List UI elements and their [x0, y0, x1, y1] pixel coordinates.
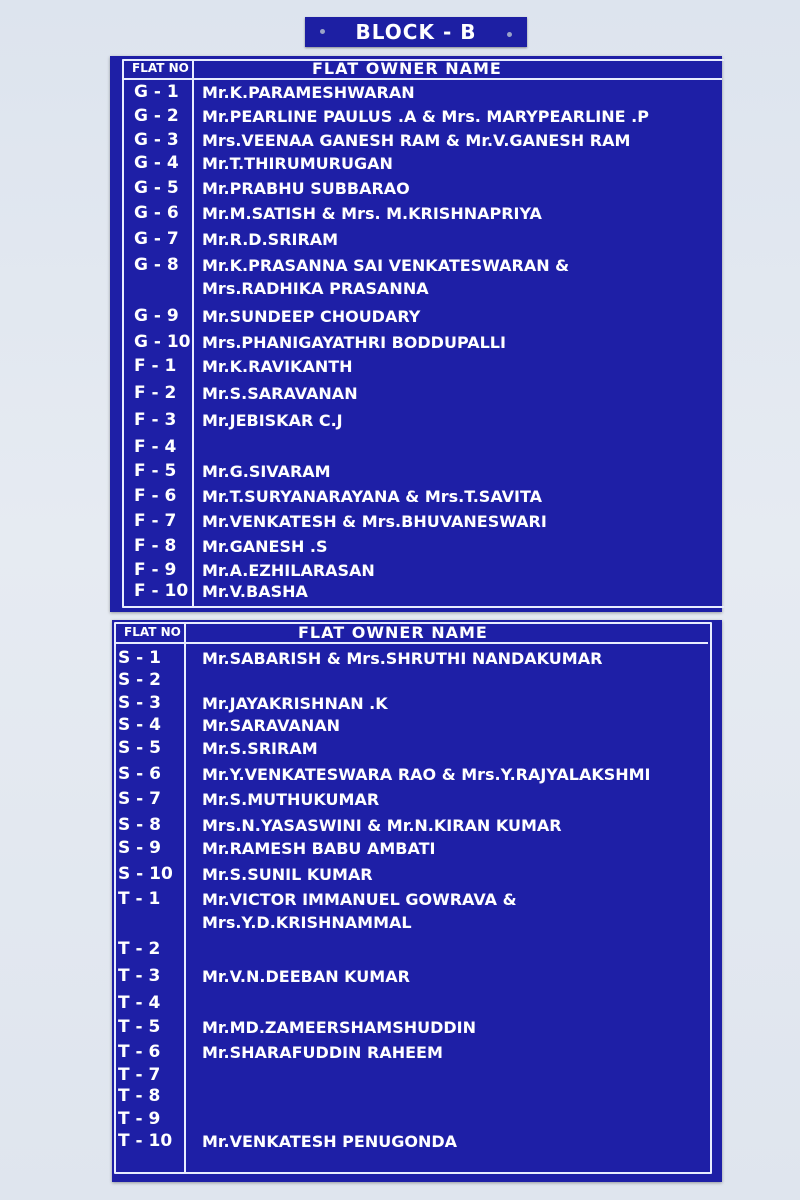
block-title-plate: [305, 17, 527, 47]
owner-name: Mr.GANESH .S: [202, 537, 328, 556]
owner-name: Mr.MD.ZAMEERSHAMSHUDDIN: [202, 1018, 477, 1037]
flat-number: S - 4: [118, 715, 161, 735]
owner-name: Mr.S.MUTHUKUMAR: [202, 790, 380, 809]
flat-number: F - 6: [134, 486, 177, 506]
screw-icon: [320, 29, 325, 34]
flat-number: F - 4: [134, 437, 177, 457]
flat-number: F - 8: [134, 536, 177, 556]
flat-number: S - 6: [118, 764, 161, 784]
flat-number: G - 3: [134, 130, 179, 150]
owner-name: Mr.G.SIVARAM: [202, 462, 331, 481]
flat-number: S - 8: [118, 815, 161, 835]
flat-number: T - 3: [118, 966, 161, 986]
header-owner-name: FLAT OWNER NAME: [298, 623, 488, 642]
owner-name-line2: Mrs.RADHIKA PRASANNA: [202, 279, 429, 298]
flat-number: G - 1: [134, 82, 179, 102]
owner-board-second-third: [112, 620, 722, 1182]
flat-number: T - 10: [118, 1131, 173, 1151]
flat-number: T - 5: [118, 1017, 161, 1037]
owner-list: [110, 56, 722, 612]
owner-name: Mr.VENKATESH PENUGONDA: [202, 1132, 458, 1151]
flat-number: G - 8: [134, 255, 179, 275]
owner-name: Mr.Y.VENKATESWARA RAO & Mrs.Y.RAJYALAKSHMI: [202, 765, 651, 784]
flat-number: G - 7: [134, 229, 179, 249]
owner-name: Mrs.PHANIGAYATHRI BODDUPALLI: [202, 333, 506, 352]
owner-name: Mr.VICTOR IMMANUEL GOWRAVA &: [202, 890, 517, 909]
flat-number: F - 5: [134, 461, 177, 481]
flat-number: T - 7: [118, 1065, 161, 1085]
owner-name: Mr.R.D.SRIRAM: [202, 230, 339, 249]
flat-number: F - 7: [134, 511, 177, 531]
owner-name: Mr.RAMESH BABU AMBATI: [202, 839, 436, 858]
flat-number: T - 2: [118, 939, 161, 959]
owner-name-line2: Mrs.Y.D.KRISHNAMMAL: [202, 913, 412, 932]
flat-number: T - 4: [118, 993, 161, 1013]
owner-name: Mr.K.PARAMESHWARAN: [202, 83, 415, 102]
owner-name: Mr.T.THIRUMURUGAN: [202, 154, 393, 173]
block-title: BLOCK - B: [355, 20, 477, 44]
owner-name: Mr.VENKATESH & Mrs.BHUVANESWARI: [202, 512, 547, 531]
flat-number: F - 3: [134, 410, 177, 430]
flat-number: F - 2: [134, 383, 177, 403]
flat-number: G - 2: [134, 106, 179, 126]
flat-number: G - 4: [134, 153, 179, 173]
flat-number: T - 1: [118, 889, 161, 909]
owner-name: Mr.A.EZHILARASAN: [202, 561, 375, 580]
flat-number: S - 1: [118, 648, 161, 668]
flat-number: G - 10: [134, 332, 191, 352]
flat-number: F - 9: [134, 560, 177, 580]
header-owner-name: FLAT OWNER NAME: [312, 59, 502, 78]
header-flat-no: FLAT NO: [132, 61, 189, 75]
owner-name: Mr.T.SURYANARAYANA & Mrs.T.SAVITA: [202, 487, 543, 506]
flat-number: S - 7: [118, 789, 161, 809]
flat-number: S - 2: [118, 670, 161, 690]
owner-name: Mr.SARAVANAN: [202, 716, 340, 735]
owner-name: Mr.K.PRASANNA SAI VENKATESWARAN &: [202, 256, 570, 275]
owner-board-ground-first: [110, 56, 722, 612]
owner-name: Mr.SABARISH & Mrs.SHRUTHI NANDAKUMAR: [202, 649, 603, 668]
owner-name: Mrs.N.YASASWINI & Mr.N.KIRAN KUMAR: [202, 816, 562, 835]
owner-name: Mr.V.BASHA: [202, 582, 308, 601]
header-flat-no: FLAT NO: [124, 625, 181, 639]
owner-name: Mr.M.SATISH & Mrs. M.KRISHNAPRIYA: [202, 204, 542, 223]
owner-name: Mrs.VEENAA GANESH RAM & Mr.V.GANESH RAM: [202, 131, 631, 150]
flat-number: S - 3: [118, 693, 161, 713]
flat-number: S - 5: [118, 738, 161, 758]
flat-number: T - 9: [118, 1109, 161, 1129]
owner-name: Mr.SHARAFUDDIN RAHEEM: [202, 1043, 443, 1062]
flat-number: G - 5: [134, 178, 179, 198]
owner-name: Mr.PEARLINE PAULUS .A & Mrs. MARYPEARLINE .P: [202, 107, 649, 126]
flat-number: G - 6: [134, 203, 179, 223]
owner-name: Mr.PRABHU SUBBARAO: [202, 179, 410, 198]
flat-number: G - 9: [134, 306, 179, 326]
flat-number: S - 9: [118, 838, 161, 858]
owner-name: Mr.JAYAKRISHNAN .K: [202, 694, 388, 713]
owner-name: Mr.S.SRIRAM: [202, 739, 318, 758]
owner-name: Mr.S.SARAVANAN: [202, 384, 358, 403]
flat-number: F - 10: [134, 581, 189, 601]
owner-list: [112, 620, 722, 1182]
flat-number: T - 6: [118, 1042, 161, 1062]
owner-name: Mr.K.RAVIKANTH: [202, 357, 353, 376]
flat-number: F - 1: [134, 356, 177, 376]
screw-icon: [507, 32, 512, 37]
flat-number: S - 10: [118, 864, 173, 884]
owner-name: Mr.V.N.DEEBAN KUMAR: [202, 967, 410, 986]
owner-name: Mr.S.SUNIL KUMAR: [202, 865, 373, 884]
owner-name: Mr.JEBISKAR C.J: [202, 411, 343, 430]
owner-name: Mr.SUNDEEP CHOUDARY: [202, 307, 421, 326]
flat-number: T - 8: [118, 1086, 161, 1106]
